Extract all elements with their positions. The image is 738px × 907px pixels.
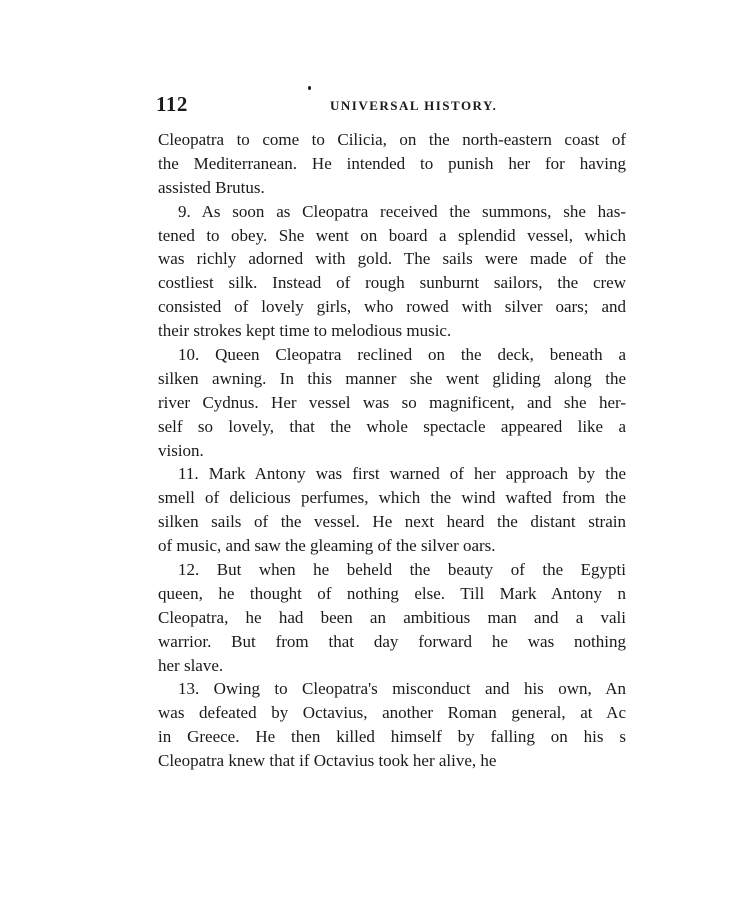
- text-line: assisted Brutus.: [158, 177, 265, 197]
- page-header: [156, 92, 626, 116]
- paragraph-12: [158, 558, 626, 677]
- text-line: silken sails of the vessel. He next heard the distant strain: [158, 512, 626, 532]
- text-line: Cleopatra knew that if Octavius took her alive, he: [158, 751, 497, 771]
- text-line: of music, and saw the gleaming of the silver oars.: [158, 536, 496, 556]
- paragraph-continuation: [158, 128, 626, 200]
- text-line: warrior. But from that day forward he was nothing: [158, 631, 626, 651]
- text-line: queen, he thought of nothing else. Till Mark Antony n: [158, 583, 626, 603]
- paragraph-9: [158, 200, 626, 343]
- text-line: their strokes kept time to melodious music.: [158, 321, 452, 341]
- ink-speck: [308, 86, 311, 90]
- text-line: 13. Owing to Cleopatra's misconduct and his own, An: [178, 679, 626, 699]
- text-line: consisted of lovely girls, who rowed with silver oars; and: [158, 297, 626, 317]
- text-line: river Cydnus. Her vessel was so magnificent, and she her-: [158, 392, 626, 412]
- text-line: smell of delicious perfumes, which the wind wafted from the: [158, 488, 626, 508]
- paragraph-10: [158, 343, 626, 462]
- body-text: [158, 128, 626, 773]
- text-line: was richly adorned with gold. The sails were made of the: [158, 249, 626, 269]
- text-line: the Mediterranean. He intended to punish her for having: [158, 153, 626, 173]
- paragraph-11: [158, 462, 626, 558]
- text-line: Cleopatra, he had been an ambitious man and a vali: [158, 607, 626, 627]
- text-line: self so lovely, that the whole spectacle appeared like a: [158, 416, 626, 436]
- text-line: silken awning. In this manner she went gliding along the: [158, 368, 626, 388]
- text-line: tened to obey. She went on board a splendid vessel, which: [158, 225, 626, 245]
- text-line: costliest silk. Instead of rough sunburnt sailors, the crew: [158, 273, 626, 293]
- text-line: 10. Queen Cleopatra reclined on the deck, beneath a: [178, 345, 626, 365]
- text-line: 12. But when he beheld the beauty of the Egypti: [178, 560, 626, 580]
- page-number: 112: [156, 92, 188, 116]
- text-line: her slave.: [158, 655, 224, 675]
- text-line: was defeated by Octavius, another Roman general, at Ac: [158, 703, 626, 723]
- text-line: Cleopatra to come to Cilicia, on the north-eastern coast of: [158, 130, 626, 149]
- text-line: 9. As soon as Cleopatra received the summons, she has-: [178, 201, 626, 221]
- text-line: 11. Mark Antony was first warned of her approach by the: [178, 464, 626, 484]
- text-line: in Greece. He then killed himself by falling on his s: [158, 727, 626, 747]
- text-line: vision.: [158, 440, 204, 460]
- paragraph-13: [158, 677, 626, 773]
- running-head: UNIVERSAL HISTORY.: [330, 98, 498, 113]
